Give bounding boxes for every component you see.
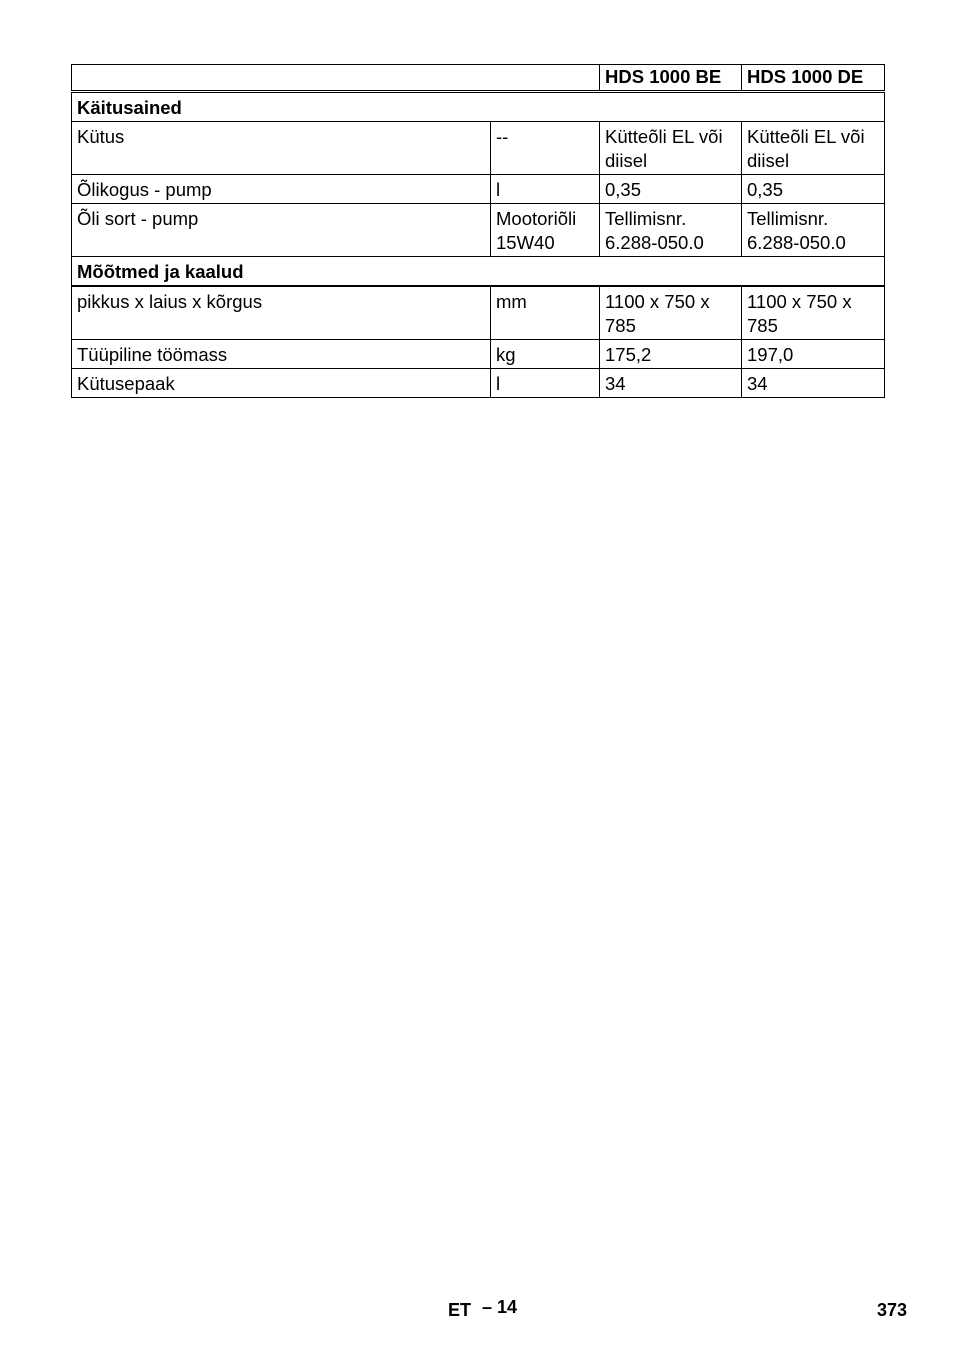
row-label: Õli sort - pump [72,203,491,256]
row-value-be: 1100 x 750 x 785 [600,286,742,340]
table-row [72,203,885,256]
table-row [72,339,885,368]
row-value-de: Tellimisnr. 6.288-050.0 [742,203,885,256]
table-header-row [72,65,885,92]
row-value-de: 197,0 [742,339,885,368]
row-value-de: Kütteõli EL või diisel [742,121,885,174]
row-unit: l [491,174,600,203]
header-cell-model-be: HDS 1000 BE [600,65,742,92]
row-unit: l [491,368,600,397]
footer-local-page-number: – 14 [482,1297,518,1317]
row-label: Õlikogus - pump [72,174,491,203]
section-title-row [72,256,885,286]
row-value-be: 0,35 [600,174,742,203]
row-value-de: 1100 x 750 x 785 [742,286,885,340]
row-value-de: 0,35 [742,174,885,203]
row-unit: kg [491,339,600,368]
section-title-row [72,91,885,121]
row-value-be: 34 [600,368,742,397]
table-row [72,286,885,340]
row-value-de: 34 [742,368,885,397]
row-label: Kütusepaak [72,368,491,397]
row-unit: -- [491,121,600,174]
row-value-be: Tellimisnr. 6.288-050.0 [600,203,742,256]
row-label: Kütus [72,121,491,174]
header-cell-label [72,65,600,92]
row-label: Tüüpiline töömass [72,339,491,368]
section-title: Mõõtmed ja kaalud [72,256,885,286]
row-value-be: Kütteõli EL või diisel [600,121,742,174]
footer-page-number: 373 [877,1300,908,1320]
footer-language: ET [448,1300,472,1320]
row-value-be: 175,2 [600,339,742,368]
table-row [72,368,885,397]
header-cell-model-de: HDS 1000 DE [742,65,885,92]
row-label: pikkus x laius x kõrgus [72,286,491,340]
technical-data-table [71,64,885,398]
row-unit: Mootoriõli 15W40 [491,203,600,256]
table-row [72,121,885,174]
table-row [72,174,885,203]
row-unit: mm [491,286,600,340]
section-title: Käitusained [72,91,885,121]
